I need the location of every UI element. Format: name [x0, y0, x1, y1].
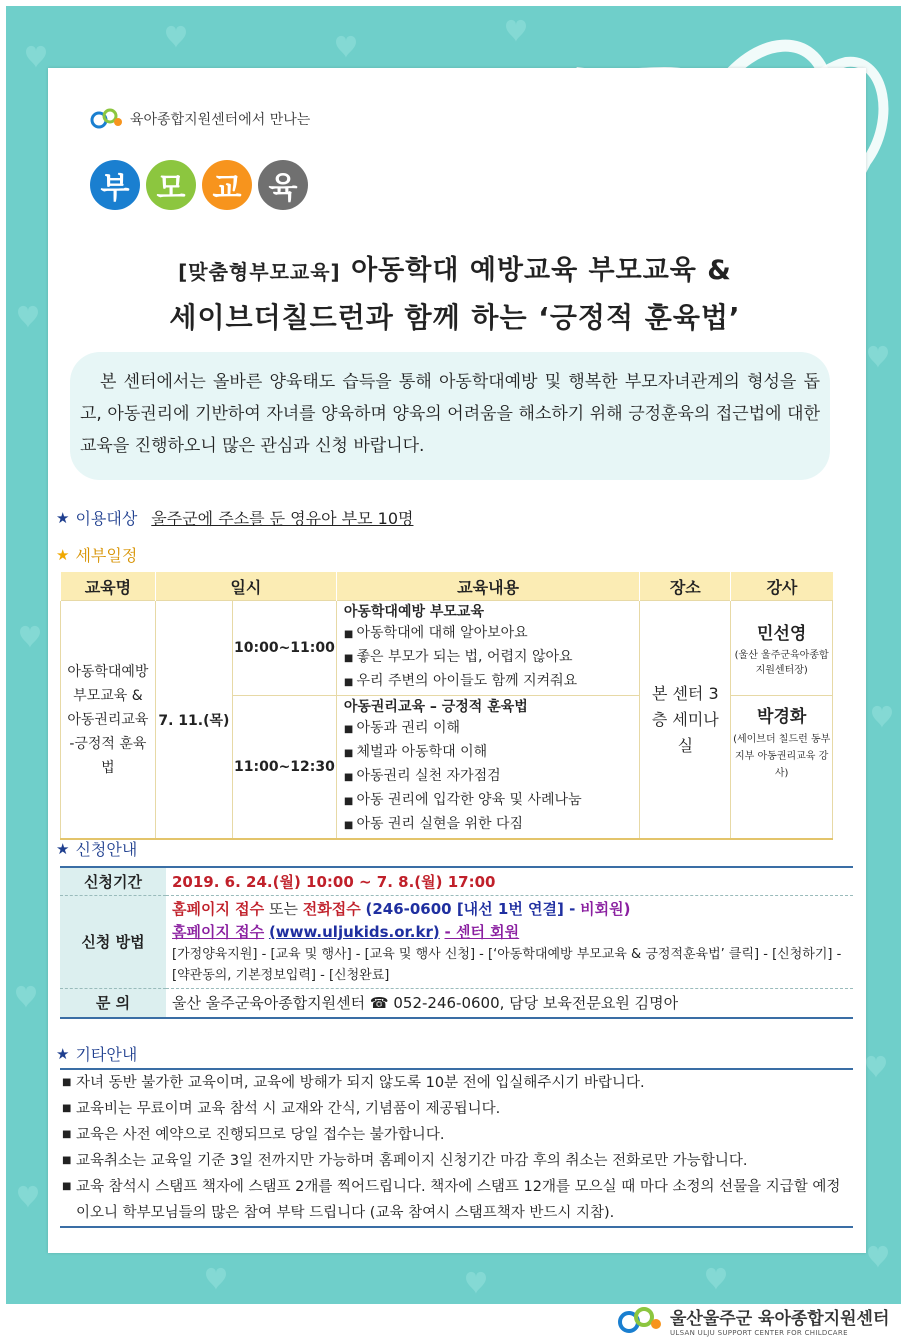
subtitle-text: 육아종합지원센터에서 만나는: [130, 112, 311, 128]
intro-text: 본 센터에서는 올바른 양육태도 습득을 통해 아동학대예방 및 행복한 부모자녀관계의 형성을 돕고, 아동권리에 기반하여 자녀를 양육하며 양육의 어려움을 해소하기 위해 긍정훈육의 접근법에 대한 교육을 진행하오니 많은 관심과 신청 바랍니다.: [70, 352, 830, 480]
apply-table: [60, 866, 853, 1019]
target-value: 울주군에 주소를 둔 영유아 부모 10명: [151, 509, 414, 528]
row-label: 신청 방법: [60, 895, 166, 988]
instructor-name: 민선영: [757, 623, 807, 644]
session-time: 10:00~11:00: [233, 601, 337, 696]
apply-period: 2019. 6. 24.(월) 10:00 ~ 7. 8.(월) 17:00: [166, 867, 853, 895]
footer-name: 울산울주군 육아종합지원센터: [670, 1308, 890, 1329]
section-label: 기타안내: [75, 1045, 138, 1064]
website-link[interactable]: (www.uljukids.or.kr): [268, 922, 440, 941]
table-row: [61, 601, 833, 696]
target-section: [56, 506, 413, 529]
section-label: 신청안내: [75, 840, 138, 859]
contact-info: 울산 울주군육아종합지원센터 ☎ 052-246-0600, 담당 보육전문요원 김명아: [166, 988, 853, 1018]
method-text: 전화접수: [302, 899, 361, 918]
method-text: 홈페이지 접수: [172, 899, 265, 918]
schedule-table: [60, 572, 833, 840]
header-cell: 강사: [731, 572, 833, 601]
list-item: ■ 자녀 동반 불가한 교육이며, 교육에 방해가 되지 않도록 10분 전에 입실해주시기 바랍니다.: [60, 1070, 853, 1096]
method-steps: [가정양육지원] - [교육 및 행사] - [교육 및 행사 신청] - [‘아동학대예방 부모교육 & 긍정적훈육법’ 클릭] - [신청하기] - [약관동의, 기본정보입력] - [신청완료]: [172, 946, 842, 983]
session-title: 아동권리교육 – 긍정적 훈육법: [343, 699, 528, 715]
session-content: [336, 601, 639, 696]
apply-section: [56, 837, 137, 860]
star-icon: ★: [56, 508, 70, 527]
title-prefix: [맞춤형부모교육]: [178, 260, 341, 284]
header-cell: 장소: [640, 572, 731, 601]
main-title-line2: 세이브더칠드런과 함께 하는 ‘긍정적 훈육법’: [169, 301, 741, 334]
row-label: 문 의: [60, 988, 166, 1018]
center-logo-icon: [90, 104, 124, 134]
footer-logo: [618, 1303, 889, 1337]
title-line1: 아동학대 예방교육 부모교육 &: [351, 255, 732, 286]
header-cell: 일시: [155, 572, 336, 601]
course-date: 7. 11.(목): [155, 601, 232, 840]
session-time: 11:00~12:30: [233, 696, 337, 840]
banner-char: 부: [90, 160, 140, 210]
list-item: ■ 교육 참석시 스탬프 책자에 스탬프 2개를 찍어드립니다. 책자에 스탬프 12개를 모으실 때 마다 소정의 선물을 지급할 예정이오니 학부모님들의 많은 참여 부탁 드립니다 (교육 참여시 스탬프책자 반드시 지참).: [60, 1174, 853, 1228]
session-content: [336, 696, 639, 840]
instructor-cell: [731, 696, 833, 840]
star-icon: ★: [56, 1044, 70, 1063]
instructor-org: (세이브더 칠드런 동부지부 아동권리교육 강사): [733, 734, 831, 779]
star-icon: ★: [56, 545, 70, 564]
instructor-name: 박경화: [757, 707, 807, 727]
banner-title: [90, 160, 308, 210]
apply-method: [166, 895, 853, 988]
header-cell: 교육명: [61, 572, 156, 601]
etc-list: [60, 1068, 853, 1228]
method-text: - 센터 회원: [444, 922, 520, 941]
phone-number: (246-0600 [내선 1번 연결] -: [365, 899, 576, 918]
table-header-row: [61, 572, 833, 601]
list-item: ■ 아동과 권리 이해: [338, 717, 638, 741]
list-item: ■ 우리 주변의 아이들도 함께 지켜줘요: [338, 670, 638, 694]
list-item: ■ 아동권리 실천 자가점검: [338, 765, 638, 789]
section-label: 세부일정: [75, 546, 138, 565]
instructor-cell: [731, 601, 833, 696]
list-item: ■ 아동 권리에 입각한 양육 및 사례나눔: [338, 789, 638, 813]
place: 본 센터 3층 세미나실: [640, 601, 731, 840]
table-row: [60, 867, 853, 895]
schedule-section: [56, 543, 137, 566]
main-title-line1: [60, 248, 850, 287]
list-item: ■ 체벌과 아동학대 이해: [338, 741, 638, 765]
row-label: 신청기간: [60, 867, 166, 895]
list-item: ■ 교육은 사전 예약으로 진행되므로 당일 접수는 불가합니다.: [60, 1122, 853, 1148]
method-text: 또는: [268, 899, 298, 918]
banner-char: 모: [146, 160, 196, 210]
banner-char: 교: [202, 160, 252, 210]
instructor-org: (울산 울주군육아종합 지원센터장): [734, 649, 829, 676]
course-name: 아동학대예방 부모교육 & 아동권리교육 -긍정적 훈육법: [61, 601, 156, 840]
star-icon: ★: [56, 839, 70, 858]
list-item: ■ 아동학대에 대해 알아보아요: [338, 622, 638, 646]
header-cell: 교육내용: [336, 572, 639, 601]
list-item: ■ 교육취소는 교육일 기준 3일 전까지만 가능하며 홈페이지 신청기간 마감 후의 취소는 전화로만 가능합니다.: [60, 1148, 853, 1174]
list-item: ■ 좋은 부모가 되는 법, 어렵지 않아요: [338, 646, 638, 670]
list-item: ■ 교육비는 무료이며 교육 참석 시 교재와 간식, 기념품이 제공됩니다.: [60, 1096, 853, 1122]
table-row: [60, 988, 853, 1018]
method-text: 비회원): [580, 899, 631, 918]
list-item: ■ 아동 권리 실현을 위한 다짐: [338, 813, 638, 837]
center-logo-icon: [618, 1303, 664, 1337]
footer-name-en: ULSAN ULJU SUPPORT CENTER FOR CHILDCARE: [670, 1328, 848, 1337]
etc-section: [56, 1042, 137, 1065]
session-title: 아동학대예방 부모교육: [343, 604, 484, 620]
table-row: [60, 895, 853, 988]
header-subtitle: [90, 104, 310, 134]
method-text: 홈페이지 접수: [172, 922, 265, 941]
section-label: 이용대상: [75, 509, 138, 528]
banner-char: 육: [258, 160, 308, 210]
